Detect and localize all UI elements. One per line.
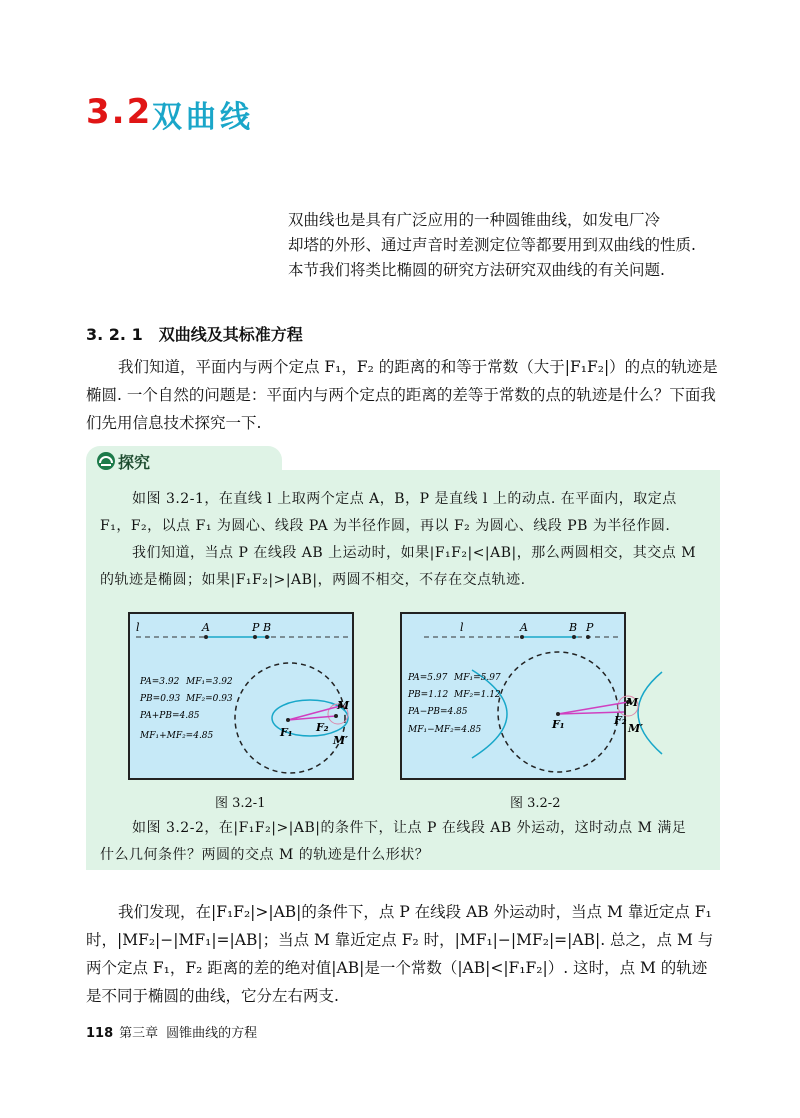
value-pb: PB=1.12: [408, 690, 449, 700]
chapter-label: 第三章: [119, 1026, 159, 1041]
subsection-number: 3. 2. 1: [86, 325, 143, 344]
point-label-a: A: [520, 621, 528, 634]
explore-question: [100, 815, 700, 869]
figure-3-2-1: [128, 612, 354, 780]
explore-paragraph: 我们知道，当点 P 在线段 AB 上运动时，如果|F₁F₂|<|AB|，那么两圆相交，其交点 M 的轨迹是椭圆；如果|F₁F₂|>|AB|，两圆不相交，不存在交点轨迹.: [100, 545, 697, 588]
explore-paragraph: 如图 3.2-2，在|F₁F₂|>|AB|的条件下，让点 P 在线段 AB 外运动，这时动点 M 满足什么几何条件？两圆的交点 M 的轨迹是什么形状？: [100, 820, 687, 863]
explore-icon: [96, 451, 116, 471]
point-label-p: P: [252, 621, 260, 634]
value-pa: PA=3.92: [140, 677, 180, 687]
point-label-b: B: [263, 621, 272, 634]
section-number: 3.2: [86, 92, 153, 132]
point-label-f2: F₂: [316, 721, 329, 734]
value-mf2: MF₂=1.12: [454, 690, 501, 700]
subsection-title: 双曲线及其标准方程: [158, 325, 303, 344]
point-label-f2: F₂: [614, 714, 627, 727]
paragraph-text: 我们知道，平面内与两个定点 F₁，F₂ 的距离的和等于常数（大于|F₁F₂|）的点的轨迹是椭圆. 一个自然的问题是：平面内与两个定点的距离的差等于常数的点的轨迹是什么？下面我们先用信息技术探究一下.: [86, 358, 718, 432]
point-label-f1: F₁: [280, 726, 293, 739]
point-label-b: B: [569, 621, 578, 634]
point-label-p: P: [586, 621, 594, 634]
intro-line: 却塔的外形、通过声音时差测定位等都要用到双曲线的性质.: [288, 236, 696, 254]
point-label-f1: F₁: [552, 718, 565, 731]
explore-label: 探究: [118, 453, 151, 472]
point-label-m-prime: M′: [333, 734, 349, 747]
value-mf-sum: MF₁+MF₂=4.85: [140, 731, 214, 741]
value-pa-minus-pb: PA−PB=4.85: [408, 707, 468, 717]
chapter-title: 圆锥曲线的方程: [166, 1026, 258, 1041]
point-label-m: M: [626, 696, 639, 709]
figure-caption: 图 3.2-1: [215, 796, 266, 811]
value-mf1: MF₁=5.97: [454, 673, 501, 683]
intro-line: 双曲线也是具有广泛应用的一种圆锥曲线，如发电厂冷: [288, 211, 661, 229]
figure-caption: 图 3.2-2: [510, 796, 561, 811]
page-title: 双曲线: [152, 100, 254, 135]
value-mf1: MF₁=3.92: [186, 677, 233, 687]
point-label-m: M: [337, 699, 350, 712]
line-label-l: l: [136, 621, 140, 634]
value-pb: PB=0.93: [140, 694, 181, 704]
point-label-m-prime: M′: [628, 722, 644, 735]
page-number: 118: [86, 1026, 114, 1041]
figure-3-2-2: [400, 612, 644, 780]
figure-2-diagram: [402, 614, 644, 778]
paragraph: [86, 353, 722, 437]
page-footer: [86, 1022, 257, 1041]
subsection-heading: [86, 322, 303, 345]
paragraph-text: 我们发现，在|F₁F₂|>|AB|的条件下，点 P 在线段 AB 外运动时，当点 M 靠近定点 F₁ 时，|MF₂|−|MF₁|=|AB|；当点 M 靠近定点 F₂ 时，|MF₁|−|MF₂|=|AB|. 总之，点 M 与两个定点 F₁，F₂ 距离的差的绝对值|AB|是一个常数（|AB|<|F₁F₂|）. 这时，点 M 的轨迹是不同于椭圆的曲线，它分左右两支.: [86, 903, 714, 1005]
explore-text: [100, 486, 700, 594]
explore-paragraph: 如图 3.2-1，在直线 l 上取两个定点 A，B，P 是直线 l 上的动点. 在平面内，取定点 F₁，F₂，以点 F₁ 为圆心、线段 PA 为半径作圆，再以 F₂ 为圆心、线段 PB 为半径作圆.: [100, 491, 677, 534]
intro-text: [288, 208, 708, 283]
line-label-l: l: [460, 621, 464, 634]
paragraph: [86, 898, 722, 1010]
value-mf2: MF₂=0.93: [186, 694, 233, 704]
point-label-a: A: [202, 621, 210, 634]
value-pa-plus-pb: PA+PB=4.85: [140, 711, 200, 721]
intro-line: 本节我们将类比椭圆的研究方法研究双曲线的有关问题.: [288, 261, 665, 279]
figure-1-diagram: [130, 614, 352, 778]
value-pa: PA=5.97: [408, 673, 448, 683]
value-mf-diff: MF₁−MF₂=4.85: [408, 725, 482, 735]
